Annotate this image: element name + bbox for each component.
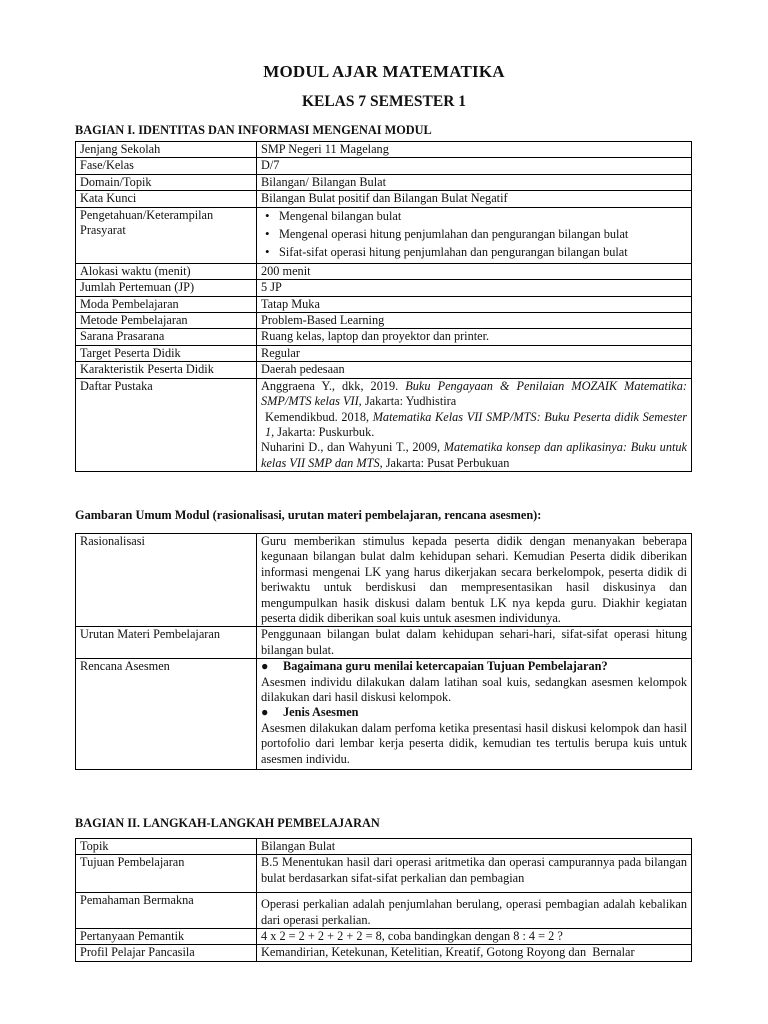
row-label: Rasionalisasi bbox=[76, 534, 257, 627]
row-label: Pertanyaan Pemantik bbox=[76, 929, 257, 945]
list-item: • Mengenal operasi hitung penjumlahan dan pengurangan bilangan bulat bbox=[279, 226, 687, 244]
learning-steps-table bbox=[75, 838, 692, 962]
overview-table bbox=[75, 533, 692, 770]
references-cell bbox=[257, 378, 692, 471]
row-value: Bilangan/ Bilangan Bulat bbox=[257, 174, 692, 190]
reference-item bbox=[261, 440, 687, 471]
reference-item bbox=[261, 410, 687, 441]
row-value: Kemandirian, Ketekunan, Ketelitian, Kreatif, Gotong Royong dan Bernalar bbox=[257, 945, 692, 961]
row-value: 4 x 2 = 2 + 2 + 2 + 2 = 8, coba bandingkan dengan 8 : 4 = 2 ? bbox=[257, 929, 692, 945]
table-row bbox=[76, 313, 692, 329]
table-row bbox=[76, 659, 692, 770]
row-label: Moda Pembelajaran bbox=[76, 296, 257, 312]
row-label: Target Peserta Didik bbox=[76, 345, 257, 361]
table-row bbox=[76, 191, 692, 207]
table-row bbox=[76, 329, 692, 345]
row-label: Profil Pelajar Pancasila bbox=[76, 945, 257, 961]
assessment-type-heading: ● Jenis Asesmen bbox=[261, 705, 359, 720]
assessment-question: ● Bagaimana guru menilai ketercapaian Tujuan Pembelajaran? bbox=[261, 659, 608, 674]
rationale-text: Guru memberikan stimulus kepada peserta didik dengan menanyakan beberapa kegunaan bilangan bulat dalm kehidupan sehari. Kemudian Peserta didik diberikan informasi mengenai LK yang harus dikerjakan secara berkelompok, peserta didik di beriwaktu untuk berdiskusi dan mempresentasikan hasil diskusinya dan mengumpulkan hasik diskusi dalam bentuk LK nya kepda guru. Diakhir kegiatan peserta didik diberikan soal kuis untuk asesmen individunya. bbox=[257, 534, 692, 627]
row-label: Fase/Kelas bbox=[76, 158, 257, 174]
reference-title: Matematika Kelas VII SMP/MTS: Buku Peserta didik Semester 1, bbox=[265, 409, 688, 439]
reference-publisher: Jakarta: Yudhistira bbox=[361, 394, 457, 409]
row-label: Pengetahuan/Keterampilan Prasyarat bbox=[76, 207, 257, 263]
table-row bbox=[76, 627, 692, 659]
bullet-icon: ● bbox=[261, 705, 269, 720]
assessment-type-answer: Asesmen dilakukan dalam perfoma ketika presentasi hasil diskusi kelompok dan hasil portofolio dari lembar kerja peserta didik, kemudian tes tertulis berupa kuis untuk asesmen individu. bbox=[261, 720, 687, 766]
row-label: Jumlah Pertemuan (JP) bbox=[76, 280, 257, 296]
row-value: B.5 Menentukan hasil dari operasi aritmetika dan operasi campurannya pada bilangan bulat berdasarkan sifat-sifat perkalian dan pembagian bbox=[257, 855, 692, 893]
row-value: Ruang kelas, laptop dan proyektor dan printer. bbox=[257, 329, 692, 345]
row-label: Jenjang Sekolah bbox=[76, 142, 257, 158]
table-row bbox=[76, 174, 692, 190]
row-value: Bilangan Bulat positif dan Bilangan Bulat Negatif bbox=[257, 191, 692, 207]
reference-title: Matematika konsep dan aplikasinya: Buku untuk kelas VII SMP dan MTS bbox=[261, 440, 687, 470]
row-label: Metode Pembelajaran bbox=[76, 313, 257, 329]
document-subtitle: KELAS 7 SEMESTER 1 bbox=[301, 93, 467, 110]
row-value: 200 menit bbox=[257, 263, 692, 279]
row-value: Tatap Muka bbox=[257, 296, 692, 312]
row-label: Sarana Prasarana bbox=[76, 329, 257, 345]
table-row bbox=[76, 207, 692, 263]
row-label: Alokasi waktu (menit) bbox=[76, 263, 257, 279]
reference-item bbox=[261, 379, 687, 410]
row-label: Rencana Asesmen bbox=[76, 659, 257, 770]
row-value: Regular bbox=[257, 345, 692, 361]
table-row bbox=[76, 263, 692, 279]
reference-title: Buku Pengayaan & Penilaian MOZAIK Matematika: SMP/MTS kelas VII, bbox=[261, 378, 687, 409]
row-value: Bilangan Bulat bbox=[257, 839, 692, 855]
table-row bbox=[76, 296, 692, 312]
reference-author: Nuharini D., dan Wahyuni T., 2009, bbox=[261, 440, 444, 455]
reference-publisher: Jakarta: Puskurbuk. bbox=[274, 424, 375, 439]
identity-table bbox=[75, 141, 692, 472]
bullet-icon: ● bbox=[261, 659, 269, 674]
table-row bbox=[76, 839, 692, 855]
sequence-text: Penggunaan bilangan bulat dalam kehidupan sehari-hari, sifat-sifat operasi hitung bilangan bulat. bbox=[257, 627, 692, 659]
reference-author: Kemendikbud. 2018, bbox=[265, 409, 373, 424]
table-row bbox=[76, 158, 692, 174]
table-row bbox=[76, 142, 692, 158]
assessment-cell bbox=[257, 659, 692, 770]
row-label: Daftar Pustaka bbox=[76, 378, 257, 471]
row-value: Operasi perkalian adalah penjumlahan berulang, operasi pembagian adalah kebalikan dari operasi perkalian. bbox=[257, 893, 692, 929]
reference-publisher: , Jakarta: Pusat Perbukuan bbox=[379, 455, 510, 470]
row-label: Karakteristik Peserta Didik bbox=[76, 362, 257, 378]
table-row bbox=[76, 362, 692, 378]
assessment-answer: Asesmen individu dilakukan dalam latihan soal kuis, sedangkan asesmen kelompok dilakukan dari hasil diskusi kelompok. bbox=[261, 674, 687, 705]
list-item: • Sifat-sifat operasi hitung penjumlahan dan pengurangan bilangan bulat bbox=[279, 244, 687, 262]
row-label: Pemahaman Bermakna bbox=[76, 893, 257, 929]
table-row bbox=[76, 345, 692, 361]
row-value: SMP Negeri 11 Magelang bbox=[257, 142, 692, 158]
section-1-heading: BAGIAN I. IDENTITAS DAN INFORMASI MENGENAI MODUL bbox=[75, 123, 432, 137]
section-3-heading: BAGIAN II. LANGKAH-LANGKAH PEMBELAJARAN bbox=[75, 816, 380, 830]
list-item: • Mengenal bilangan bulat bbox=[279, 208, 687, 226]
row-value: Problem-Based Learning bbox=[257, 313, 692, 329]
table-row bbox=[76, 855, 692, 893]
row-label: Urutan Materi Pembelajaran bbox=[76, 627, 257, 659]
row-label: Kata Kunci bbox=[76, 191, 257, 207]
table-row bbox=[76, 534, 692, 627]
section-2-heading: Gambaran Umum Modul (rasionalisasi, urutan materi pembelajaran, rencana asesmen): bbox=[75, 508, 542, 522]
reference-author: Anggraena Y., dkk, 2019. bbox=[261, 378, 406, 393]
table-row bbox=[76, 893, 692, 929]
row-label: Tujuan Pembelajaran bbox=[76, 855, 257, 893]
table-row bbox=[76, 929, 692, 945]
row-value bbox=[257, 207, 692, 263]
table-row bbox=[76, 378, 692, 471]
row-label: Topik bbox=[76, 839, 257, 855]
row-value: D/7 bbox=[257, 158, 692, 174]
prerequisite-list bbox=[261, 208, 687, 263]
table-row bbox=[76, 945, 692, 961]
row-value: Daerah pedesaan bbox=[257, 362, 692, 378]
document-title: MODUL AJAR MATEMATIKA bbox=[263, 62, 505, 81]
table-row bbox=[76, 280, 692, 296]
row-label: Domain/Topik bbox=[76, 174, 257, 190]
row-value: 5 JP bbox=[257, 280, 692, 296]
